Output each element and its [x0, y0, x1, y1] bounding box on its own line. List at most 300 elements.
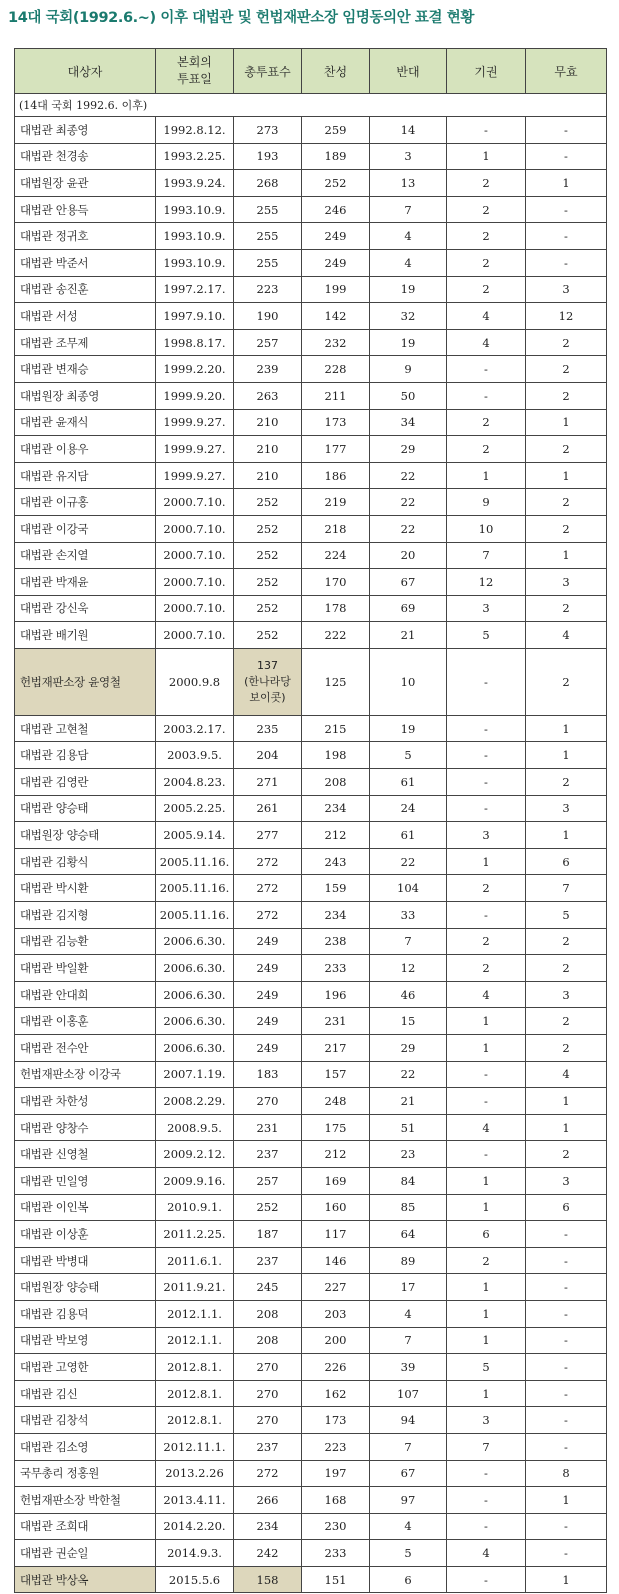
- cell-abstain: 1: [447, 1274, 526, 1301]
- cell-name: 대법관 김영란: [15, 769, 156, 796]
- cell-name: 대법관 배기원: [15, 622, 156, 649]
- cell-yes: 199: [302, 276, 370, 303]
- cell-date: 2005.11.16.: [156, 848, 234, 875]
- cell-name: 대법관 변재승: [15, 356, 156, 383]
- cell-no: 4: [370, 223, 447, 250]
- cell-name: 대법관 박재윤: [15, 569, 156, 596]
- cell-no: 51: [370, 1114, 447, 1141]
- cell-no: 12: [370, 955, 447, 982]
- cell-total: 237: [234, 1247, 302, 1274]
- cell-total: 268: [234, 170, 302, 197]
- cell-date: 2006.6.30.: [156, 928, 234, 955]
- cell-name: 대법원장 최종영: [15, 382, 156, 409]
- header-yes: 찬성: [302, 49, 370, 94]
- cell-name: 대법관 전수안: [15, 1035, 156, 1062]
- cell-no: 7: [370, 1433, 447, 1460]
- cell-no: 33: [370, 902, 447, 929]
- cell-total: 249: [234, 1008, 302, 1035]
- cell-total: 252: [234, 515, 302, 542]
- table-row: [15, 1300, 607, 1327]
- cell-no: 21: [370, 622, 447, 649]
- cell-invalid: 2: [526, 955, 607, 982]
- total-total-note2: 보이콧): [249, 690, 286, 704]
- cell-no: 29: [370, 436, 447, 463]
- cell-yes: 198: [302, 742, 370, 769]
- cell-yes: 224: [302, 542, 370, 569]
- cell-abstain: -: [447, 1061, 526, 1088]
- table-row: [15, 356, 607, 383]
- cell-total: 272: [234, 875, 302, 902]
- cell-abstain: -: [447, 1566, 526, 1593]
- table-row: [15, 276, 607, 303]
- cell-name: 헌법재판소장 박한철: [15, 1487, 156, 1514]
- cell-date: 2014.9.3.: [156, 1540, 234, 1567]
- table-row: [15, 595, 607, 622]
- cell-no: 10: [370, 648, 447, 715]
- cell-name: 대법관 박병대: [15, 1247, 156, 1274]
- cell-name: 대법관 박일환: [15, 955, 156, 982]
- cell-total: 271: [234, 769, 302, 796]
- cell-yes: 200: [302, 1327, 370, 1354]
- cell-date: 2006.6.30.: [156, 955, 234, 982]
- table-row: [15, 1327, 607, 1354]
- table-row: [15, 769, 607, 796]
- cell-invalid: 6: [526, 848, 607, 875]
- cell-yes: 142: [302, 303, 370, 330]
- cell-invalid: 1: [526, 462, 607, 489]
- cell-yes: 218: [302, 515, 370, 542]
- cell-yes: 226: [302, 1354, 370, 1381]
- table-row: [15, 1221, 607, 1248]
- cell-invalid: 2: [526, 595, 607, 622]
- cell-date: 2014.2.20.: [156, 1513, 234, 1540]
- cell-total: 263: [234, 382, 302, 409]
- cell-no: 22: [370, 462, 447, 489]
- cell-abstain: -: [447, 769, 526, 796]
- cell-name: 대법관 이규홍: [15, 489, 156, 516]
- cell-no: 97: [370, 1487, 447, 1514]
- cell-abstain: 2: [447, 955, 526, 982]
- cell-date: 2012.8.1.: [156, 1354, 234, 1381]
- cell-date: 2012.1.1.: [156, 1327, 234, 1354]
- cell-abstain: -: [447, 1487, 526, 1514]
- cell-abstain: 1: [447, 462, 526, 489]
- cell-abstain: 2: [447, 170, 526, 197]
- cell-invalid: -: [526, 1433, 607, 1460]
- cell-total: 158: [234, 1566, 302, 1593]
- cell-invalid: 1: [526, 542, 607, 569]
- cell-no: 67: [370, 1460, 447, 1487]
- table-row: [15, 928, 607, 955]
- cell-total: 255: [234, 223, 302, 250]
- cell-yes: 196: [302, 981, 370, 1008]
- cell-yes: 234: [302, 902, 370, 929]
- cell-name: 대법관 권순일: [15, 1540, 156, 1567]
- cell-total: 252: [234, 1194, 302, 1221]
- cell-total: 249: [234, 955, 302, 982]
- cell-invalid: 8: [526, 1460, 607, 1487]
- cell-name: 대법관 안대희: [15, 981, 156, 1008]
- cell-abstain: 2: [447, 223, 526, 250]
- cell-no: 104: [370, 875, 447, 902]
- cell-name: 대법관 신영철: [15, 1141, 156, 1168]
- table-row: [15, 303, 607, 330]
- cell-no: 29: [370, 1035, 447, 1062]
- cell-name: 대법관 차한성: [15, 1088, 156, 1115]
- cell-date: 2009.2.12.: [156, 1141, 234, 1168]
- cell-total: 249: [234, 1035, 302, 1062]
- table-row: [15, 902, 607, 929]
- cell-invalid: -: [526, 117, 607, 144]
- cell-no: 17: [370, 1274, 447, 1301]
- table-row: [15, 1194, 607, 1221]
- cell-invalid: 1: [526, 1566, 607, 1593]
- table-row: [15, 117, 607, 144]
- cell-date: 1993.9.24.: [156, 170, 234, 197]
- table-row: [15, 1247, 607, 1274]
- cell-date: 2000.7.10.: [156, 569, 234, 596]
- cell-invalid: -: [526, 1354, 607, 1381]
- cell-yes: 178: [302, 595, 370, 622]
- cell-date: 2003.2.17.: [156, 715, 234, 742]
- cell-date: 1999.9.27.: [156, 462, 234, 489]
- cell-name: 대법관 유지담: [15, 462, 156, 489]
- cell-yes: 249: [302, 223, 370, 250]
- cell-yes: 159: [302, 875, 370, 902]
- cell-no: 85: [370, 1194, 447, 1221]
- cell-date: 1998.8.17.: [156, 329, 234, 356]
- cell-abstain: 4: [447, 329, 526, 356]
- cell-no: 21: [370, 1088, 447, 1115]
- table-row: [15, 1088, 607, 1115]
- table-row: [15, 515, 607, 542]
- cell-abstain: 9: [447, 489, 526, 516]
- cell-yes: 169: [302, 1167, 370, 1194]
- cell-no: 32: [370, 303, 447, 330]
- cell-no: 61: [370, 822, 447, 849]
- cell-no: 6: [370, 1566, 447, 1593]
- table-row: [15, 382, 607, 409]
- table-row: [15, 1513, 607, 1540]
- cell-date: 2008.9.5.: [156, 1114, 234, 1141]
- cell-name: 대법관 천경송: [15, 143, 156, 170]
- cell-total: 252: [234, 542, 302, 569]
- cell-abstain: 12: [447, 569, 526, 596]
- cell-name: 대법관 이상훈: [15, 1221, 156, 1248]
- cell-no: 34: [370, 409, 447, 436]
- header-target: 대상자: [15, 49, 156, 94]
- cell-abstain: 7: [447, 1433, 526, 1460]
- cell-no: 4: [370, 1300, 447, 1327]
- cell-invalid: 7: [526, 875, 607, 902]
- table-row: [15, 1167, 607, 1194]
- cell-total: 249: [234, 928, 302, 955]
- cell-invalid: -: [526, 223, 607, 250]
- cell-total: 252: [234, 622, 302, 649]
- table-row: [15, 715, 607, 742]
- cell-total: 234: [234, 1513, 302, 1540]
- cell-yes: 233: [302, 1540, 370, 1567]
- cell-yes: 146: [302, 1247, 370, 1274]
- header-date-line2: 투표일: [177, 72, 212, 86]
- cell-abstain: 5: [447, 622, 526, 649]
- cell-date: 2010.9.1.: [156, 1194, 234, 1221]
- cell-no: 7: [370, 196, 447, 223]
- cell-no: 67: [370, 569, 447, 596]
- cell-no: 22: [370, 848, 447, 875]
- table-row: [15, 622, 607, 649]
- cell-yes: 175: [302, 1114, 370, 1141]
- cell-date: 1993.10.9.: [156, 249, 234, 276]
- cell-total: 272: [234, 902, 302, 929]
- cell-abstain: 2: [447, 276, 526, 303]
- cell-total: 270: [234, 1354, 302, 1381]
- cell-name: 국무총리 정홍원: [15, 1460, 156, 1487]
- cell-name: 대법관 박준서: [15, 249, 156, 276]
- cell-invalid: 3: [526, 569, 607, 596]
- cell-invalid: 1: [526, 1487, 607, 1514]
- cell-name: 대법관 안용득: [15, 196, 156, 223]
- cell-name: 대법관 이강국: [15, 515, 156, 542]
- cell-yes: 215: [302, 715, 370, 742]
- cell-total: 270: [234, 1380, 302, 1407]
- cell-yes: 259: [302, 117, 370, 144]
- cell-abstain: 4: [447, 981, 526, 1008]
- section-label: (14대 국회 1992.6. 이후): [15, 94, 607, 117]
- cell-total: 239: [234, 356, 302, 383]
- section-row: [15, 94, 607, 117]
- cell-total: 270: [234, 1088, 302, 1115]
- cell-no: 5: [370, 742, 447, 769]
- table-row: [15, 542, 607, 569]
- cell-yes: 189: [302, 143, 370, 170]
- cell-invalid: 1: [526, 409, 607, 436]
- table-row: [15, 143, 607, 170]
- cell-abstain: 1: [447, 1008, 526, 1035]
- cell-total: 231: [234, 1114, 302, 1141]
- cell-date: 2000.7.10.: [156, 489, 234, 516]
- cell-date: 2000.9.8: [156, 648, 234, 715]
- cell-abstain: 1: [447, 1194, 526, 1221]
- cell-total: 210: [234, 462, 302, 489]
- cell-abstain: 2: [447, 1247, 526, 1274]
- cell-no: 9: [370, 356, 447, 383]
- cell-total: 252: [234, 489, 302, 516]
- cell-no: 64: [370, 1221, 447, 1248]
- cell-yes: 217: [302, 1035, 370, 1062]
- header-date-line1: 본회의: [177, 55, 212, 69]
- cell-invalid: 2: [526, 356, 607, 383]
- cell-no: 61: [370, 769, 447, 796]
- cell-date: 2012.1.1.: [156, 1300, 234, 1327]
- table-row: [15, 249, 607, 276]
- cell-invalid: 2: [526, 648, 607, 715]
- cell-yes: 170: [302, 569, 370, 596]
- table-row: [15, 196, 607, 223]
- cell-name: 대법관 이인복: [15, 1194, 156, 1221]
- cell-total: 204: [234, 742, 302, 769]
- cell-name: 대법관 송진훈: [15, 276, 156, 303]
- cell-date: 1999.9.27.: [156, 436, 234, 463]
- cell-date: 2000.7.10.: [156, 515, 234, 542]
- cell-invalid: 2: [526, 1141, 607, 1168]
- cell-no: 46: [370, 981, 447, 1008]
- cell-total: 273: [234, 117, 302, 144]
- cell-invalid: -: [526, 196, 607, 223]
- header-date: [156, 49, 234, 94]
- table-row: [15, 955, 607, 982]
- cell-date: 1992.8.12.: [156, 117, 234, 144]
- cell-total: 272: [234, 848, 302, 875]
- table-row: [15, 436, 607, 463]
- cell-invalid: 3: [526, 276, 607, 303]
- cell-name: 대법관 양승태: [15, 795, 156, 822]
- cell-abstain: 1: [447, 848, 526, 875]
- table-row: [15, 1061, 607, 1088]
- cell-name: 대법관 김신: [15, 1380, 156, 1407]
- cell-invalid: 2: [526, 769, 607, 796]
- table-row: [15, 489, 607, 516]
- cell-abstain: 2: [447, 928, 526, 955]
- table-row: [15, 1274, 607, 1301]
- cell-no: 13: [370, 170, 447, 197]
- cell-invalid: 2: [526, 382, 607, 409]
- cell-name: 대법관 고영한: [15, 1354, 156, 1381]
- header-no: 반대: [370, 49, 447, 94]
- cell-yes: 222: [302, 622, 370, 649]
- cell-invalid: 1: [526, 715, 607, 742]
- cell-name: 대법관 조무제: [15, 329, 156, 356]
- table-row: [15, 1354, 607, 1381]
- cell-invalid: -: [526, 1274, 607, 1301]
- cell-abstain: 4: [447, 1114, 526, 1141]
- cell-date: 2012.8.1.: [156, 1380, 234, 1407]
- cell-yes: 219: [302, 489, 370, 516]
- table-row-special: [15, 648, 607, 715]
- table-row: [15, 409, 607, 436]
- cell-yes: 157: [302, 1061, 370, 1088]
- cell-abstain: -: [447, 1141, 526, 1168]
- cell-invalid: -: [526, 1513, 607, 1540]
- cell-total: 223: [234, 276, 302, 303]
- cell-invalid: 1: [526, 742, 607, 769]
- cell-abstain: 6: [447, 1221, 526, 1248]
- cell-abstain: -: [447, 1513, 526, 1540]
- page-title: 14대 국회(1992.6.~) 이후 대법관 및 헌법재판소장 임명동의안 표결 현황: [8, 10, 474, 26]
- cell-total: 237: [234, 1433, 302, 1460]
- cell-name: 대법원장 양승태: [15, 1274, 156, 1301]
- cell-name: 대법관 손지열: [15, 542, 156, 569]
- cell-invalid: 2: [526, 436, 607, 463]
- cell-date: 2006.6.30.: [156, 981, 234, 1008]
- cell-abstain: 2: [447, 196, 526, 223]
- cell-yes: 223: [302, 1433, 370, 1460]
- cell-yes: 151: [302, 1566, 370, 1593]
- cell-no: 4: [370, 1513, 447, 1540]
- cell-date: 2011.9.21.: [156, 1274, 234, 1301]
- cell-yes: 249: [302, 249, 370, 276]
- cell-date: 2011.6.1.: [156, 1247, 234, 1274]
- table-row: [15, 1487, 607, 1514]
- cell-total: 257: [234, 329, 302, 356]
- cell-abstain: -: [447, 117, 526, 144]
- cell-date: 2000.7.10.: [156, 542, 234, 569]
- cell-yes: 125: [302, 648, 370, 715]
- cell-total: 261: [234, 795, 302, 822]
- cell-yes: 230: [302, 1513, 370, 1540]
- cell-total: 210: [234, 409, 302, 436]
- total-total-note1: (한나라당: [244, 674, 291, 688]
- cell-invalid: -: [526, 1300, 607, 1327]
- cell-yes: 117: [302, 1221, 370, 1248]
- cell-no: 7: [370, 1327, 447, 1354]
- cell-abstain: 4: [447, 1540, 526, 1567]
- cell-abstain: 10: [447, 515, 526, 542]
- cell-invalid: 1: [526, 1114, 607, 1141]
- cell-yes: 228: [302, 356, 370, 383]
- cell-abstain: 3: [447, 822, 526, 849]
- table-row: [15, 170, 607, 197]
- cell-yes: 231: [302, 1008, 370, 1035]
- cell-invalid: 3: [526, 981, 607, 1008]
- cell-invalid: -: [526, 1540, 607, 1567]
- cell-no: 107: [370, 1380, 447, 1407]
- cell-total: 187: [234, 1221, 302, 1248]
- cell-abstain: 2: [447, 436, 526, 463]
- cell-date: 2004.8.23.: [156, 769, 234, 796]
- cell-yes: 252: [302, 170, 370, 197]
- cell-abstain: 2: [447, 249, 526, 276]
- cell-yes: 233: [302, 955, 370, 982]
- cell-date: 2012.11.1.: [156, 1433, 234, 1460]
- cell-yes: 212: [302, 822, 370, 849]
- cell-no: 14: [370, 117, 447, 144]
- table-row: [15, 1540, 607, 1567]
- cell-yes: 234: [302, 795, 370, 822]
- cell-no: 24: [370, 795, 447, 822]
- cell-name: 대법관 박상옥: [15, 1566, 156, 1593]
- cell-abstain: 4: [447, 303, 526, 330]
- cell-no: 19: [370, 276, 447, 303]
- cell-abstain: -: [447, 356, 526, 383]
- cell-total: 252: [234, 595, 302, 622]
- cell-name: 대법관 김창석: [15, 1407, 156, 1434]
- cell-date: 2012.8.1.: [156, 1407, 234, 1434]
- cell-name: 대법관 박시환: [15, 875, 156, 902]
- cell-abstain: 5: [447, 1354, 526, 1381]
- cell-total: 255: [234, 249, 302, 276]
- cell-no: 5: [370, 1540, 447, 1567]
- cell-yes: 238: [302, 928, 370, 955]
- cell-invalid: -: [526, 1407, 607, 1434]
- cell-yes: 212: [302, 1141, 370, 1168]
- cell-date: 2003.9.5.: [156, 742, 234, 769]
- cell-name: 대법관 김용담: [15, 742, 156, 769]
- cell-abstain: 1: [447, 1327, 526, 1354]
- cell-abstain: 7: [447, 542, 526, 569]
- cell-name: 대법관 김용덕: [15, 1300, 156, 1327]
- cell-name: 대법관 양창수: [15, 1114, 156, 1141]
- cell-name: 대법관 김황식: [15, 848, 156, 875]
- cell-date: 1993.10.9.: [156, 223, 234, 250]
- table-row: [15, 742, 607, 769]
- cell-invalid: 4: [526, 1061, 607, 1088]
- cell-date: 1993.2.25.: [156, 143, 234, 170]
- table-row: [15, 1433, 607, 1460]
- cell-abstain: 1: [447, 1300, 526, 1327]
- cell-total: 249: [234, 981, 302, 1008]
- cell-total: 235: [234, 715, 302, 742]
